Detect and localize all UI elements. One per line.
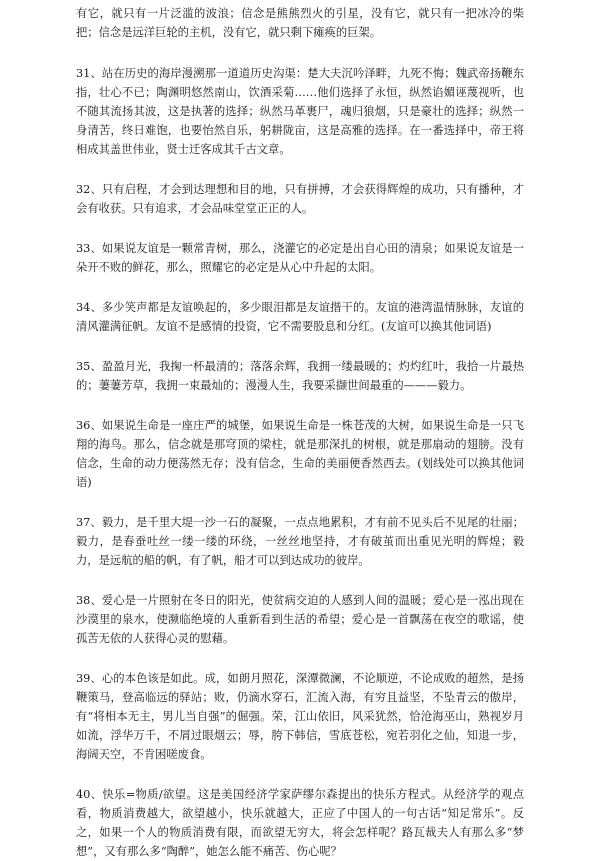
paragraph-37: 37、毅力，是千里大堤一沙一石的凝聚，一点点地累积，才有前不见头后不见尾的壮丽；毅力，是春蚕吐丝一缕一缕的环绕，一丝丝地坚持，才有破茧而出重见光明的辉煌；毅力，是远航的船的帆，有了帆，船才可以到达成功的彼岸。 [76, 516, 524, 567]
paragraph-40: 40、快乐=物质/欲望。这是美国经济学家萨缪尔森提出的快乐方程式。从经济学的观点看，物质消费越大，欲望越小，快乐就越大，正应了中国人的一句古话“知足常乐”。反之，如果一个人的物质消费有限，而欲望无穷大，将会怎样呢？路瓦裁夫人有那么多“梦想”，又有那么多“陶醉”，她怎么能不痛苦、伤心呢？ [76, 788, 524, 858]
paragraph-34: 34、多少笑声都是友谊唤起的，多少眼泪都是友谊揩干的。友谊的港湾温情脉脉，友谊的清风灌满征帆。友谊不是感情的投资，它不需要股息和分红。(友谊可以换其他词语) [76, 301, 524, 333]
paragraph-belief-continuation: 有它，就只有一片泛滥的波浪；信念是熊熊烈火的引星，没有它，就只有一把冰冷的柴把；信念是远洋巨轮的主机，没有它，就只剩下瘫痪的巨架。 [76, 7, 524, 39]
paragraph-39: 39、心的本色该是如此。成，如朗月照花，深潭微澜，不论顺逆，不论成败的超然，是扬鞭策马，登高临远的驿站；败，仍滴水穿石，汇流入海，有穷且益坚，不坠青云的傲岸，有“将相本无主，男儿当自强”的倔强。荣，江山依旧，风采犹然，恰沧海巫山，熟视岁月如流，浮华万千，不屑过眼烟云；辱，胯下韩信，雪底苍松，宛若羽化之仙，知退一步，海阔天空，不肯困嗟废食。 [76, 672, 524, 761]
paragraph-32: 32、只有启程，才会到达理想和目的地，只有拼搏，才会获得辉煌的成功，只有播种，才会有收获。只有追求，才会品味堂堂正正的人。 [76, 183, 524, 215]
paragraph-31: 31、站在历史的海岸漫溯那一道道历史沟渠：楚大夫沉吟泽畔，九死不悔；魏武帝扬鞭东指，壮心不已；陶渊明悠然南山，饮酒采菊……他们选择了永恒，纵然谄媚诬蔑视听，也不随其流扬其波，这是执著的选择；纵然马革裹尸，魂归狼烟，只是豪壮的选择；纵然一身清苦，终日难饱，也要怡然自乐，躬耕陇亩，这是高雅的选择。在一番选择中，帝王将相成其盖世伟业，贤士迁客成其千古文章。 [76, 67, 524, 156]
paragraph-36: 36、如果说生命是一座庄严的城堡，如果说生命是一株苍茂的大树，如果说生命是一只飞翔的海鸟。那么，信念就是那穹顶的梁柱，就是那深扎的树根，就是那扇动的翅膀。没有信念，生命的动力便荡然无存；没有信念，生命的美丽便香然西去。(划线处可以换其他词语) [76, 419, 524, 489]
paragraph-38: 38、爱心是一片照射在冬日的阳光，使贫病交迫的人感到人间的温暖；爱心是一泓出现在沙漠里的泉水，使濒临绝境的人重新看到生活的希望；爱心是一首飘荡在夜空的歌谣，使孤苦无依的人获得心灵的慰藉。 [76, 594, 524, 645]
paragraph-35: 35、盈盈月光，我掬一杯最清的；落落余辉，我拥一缕最暖的；灼灼红叶，我拾一片最热的；萋萋芳草，我拥一束最灿的；漫漫人生，我要采撷世间最重的———毅力。 [76, 360, 524, 392]
paragraph-33: 33、如果说友谊是一颗常青树，那么，浇灌它的必定是出自心田的清泉；如果说友谊是一朵开不败的鲜花，那么，照耀它的必定是从心中升起的太阳。 [76, 242, 524, 274]
